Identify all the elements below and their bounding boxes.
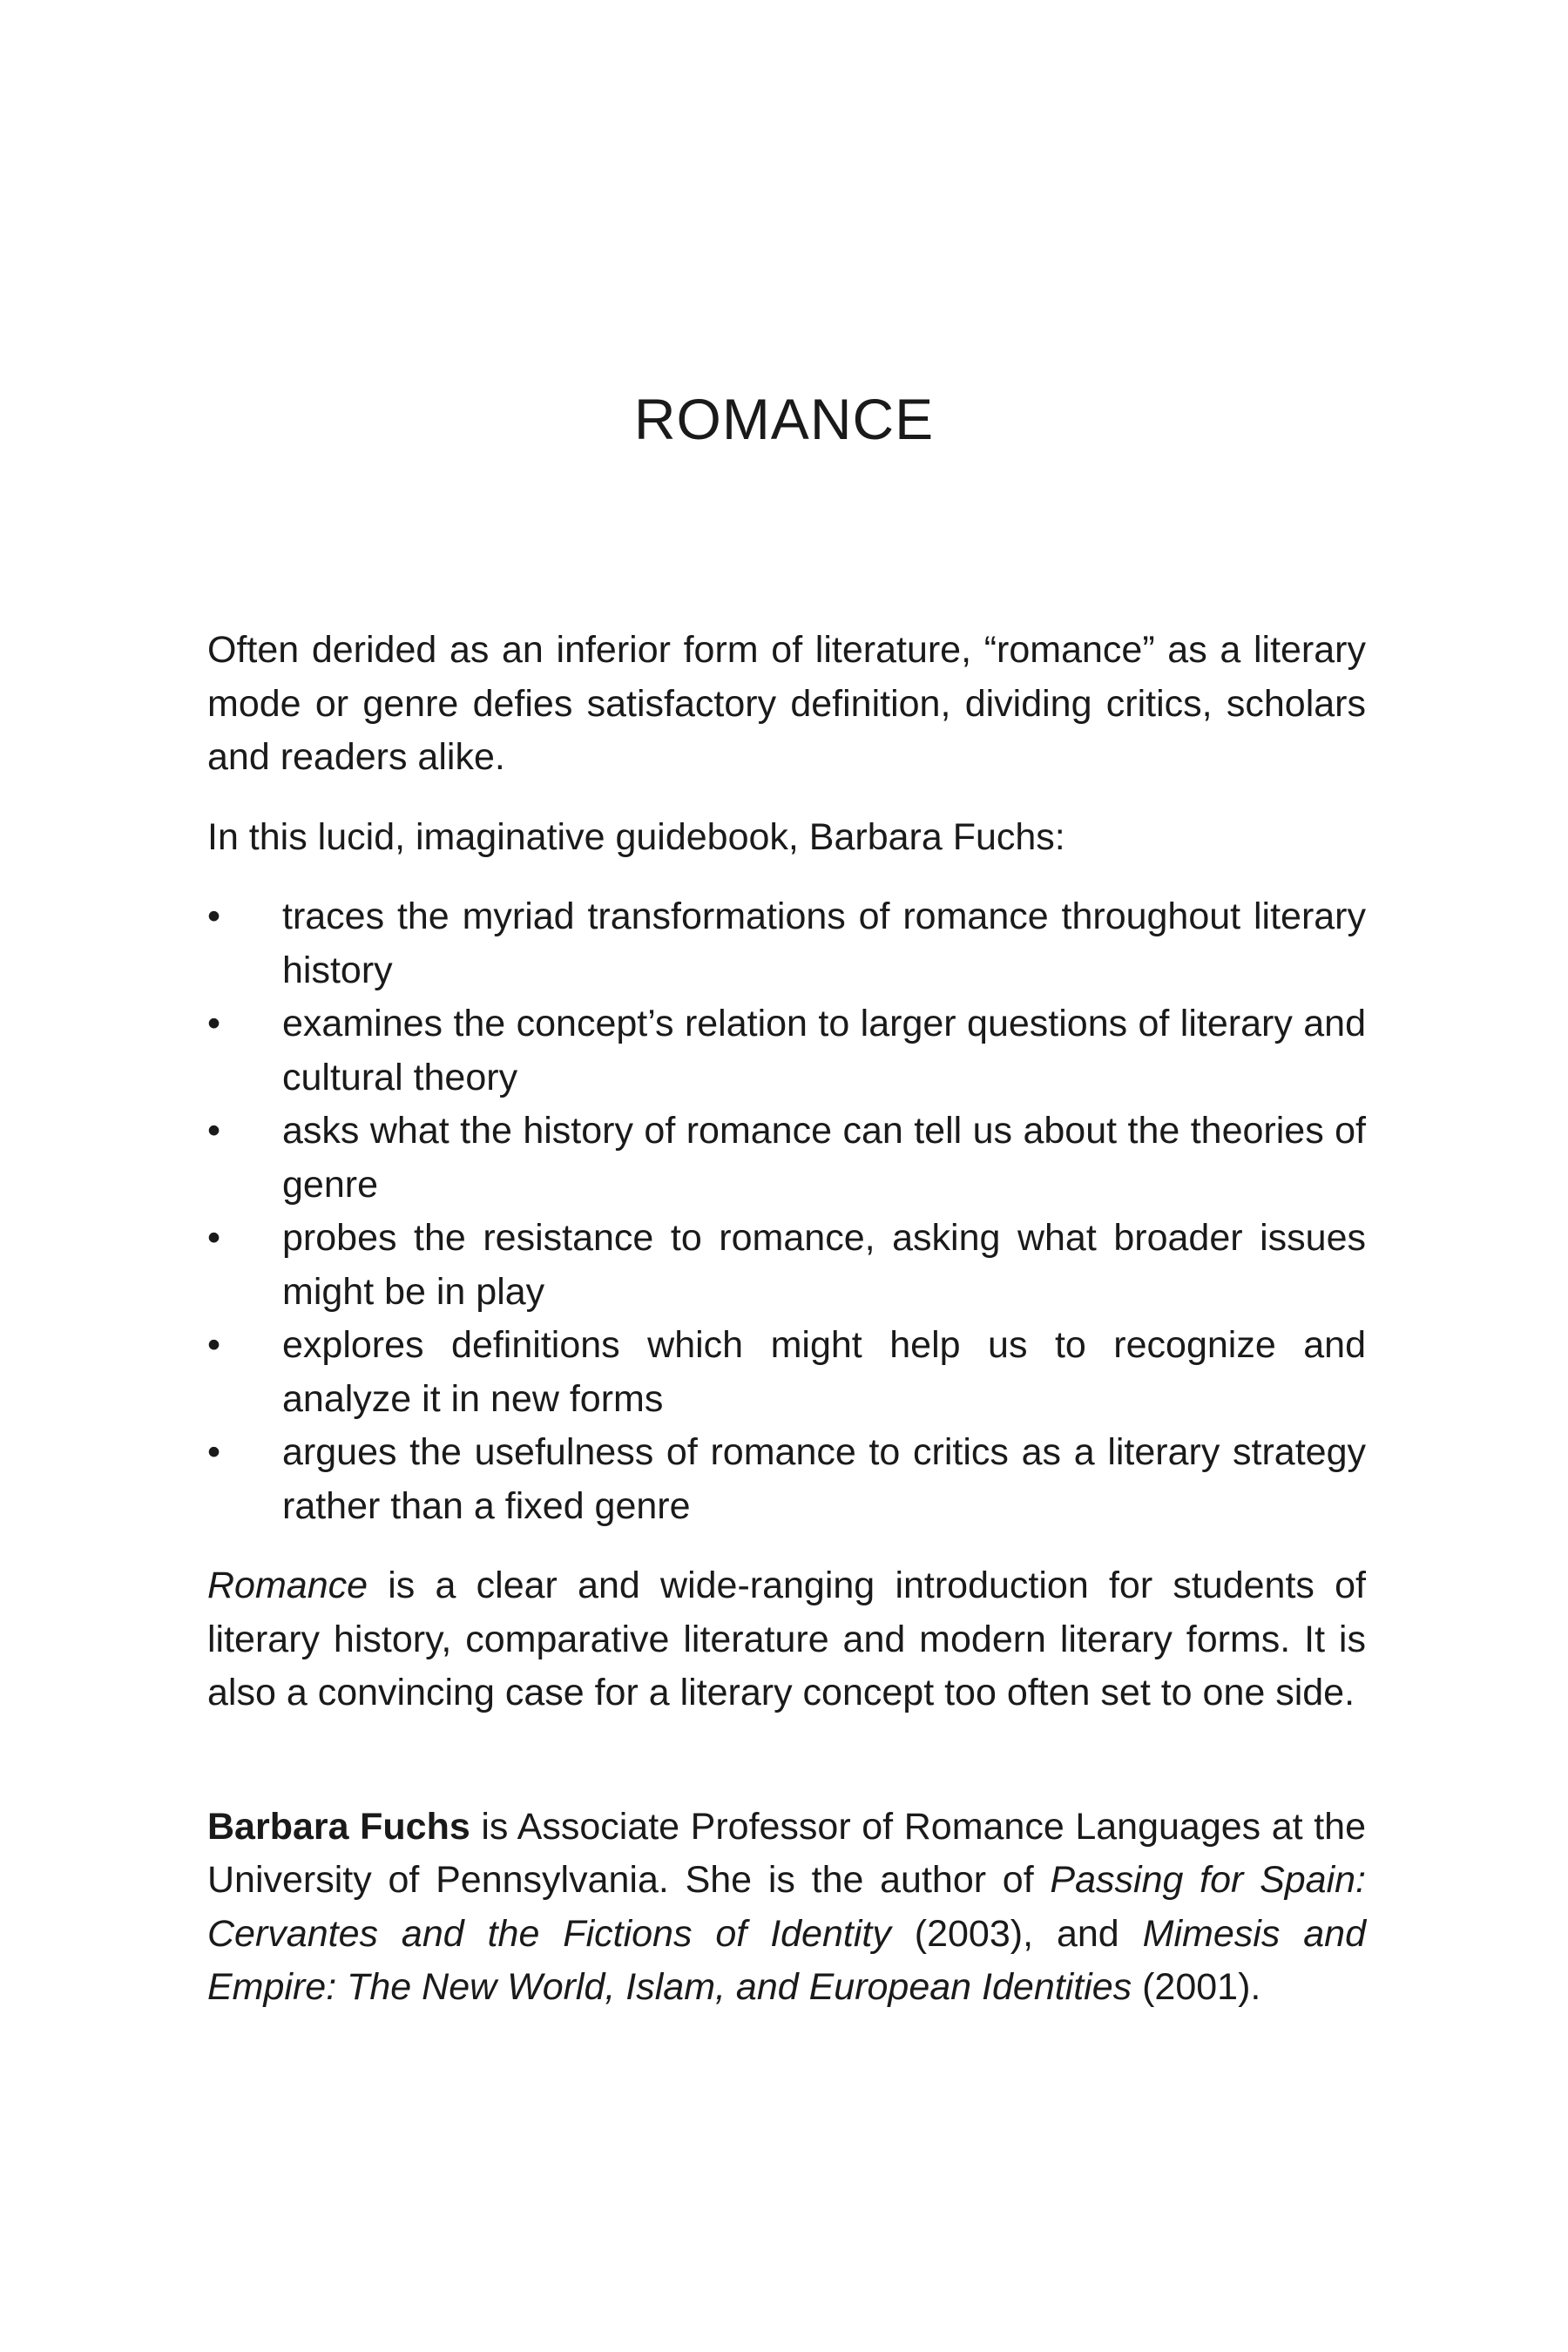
bio-text: (2003), and [890, 1912, 1143, 1955]
lead-paragraph: In this lucid, imaginative guidebook, Barbara Fuchs: [207, 815, 1065, 858]
book-title: Mimesis and Empire: The New World, Islam, and European Identities [207, 1912, 1366, 2008]
list-item-text: probes the resistance to romance, asking what broader issues might be in play [282, 1217, 1366, 1313]
list-item-text: examines the concept’s relation to larger questions of literary and cultural theory [282, 1003, 1366, 1098]
list-item [207, 890, 1366, 997]
bullet-icon: • [207, 1431, 221, 1473]
list-item [207, 1319, 1366, 1426]
bullet-icon: • [207, 1110, 221, 1152]
author-bio [207, 1801, 1366, 2015]
bullet-icon: • [207, 896, 221, 937]
bullet-icon: • [207, 1324, 221, 1366]
list-item-text: traces the myriad transformations of romance throughout literary history [282, 896, 1366, 991]
page-title: ROMANCE [633, 387, 935, 451]
bullet-icon: • [207, 1003, 221, 1044]
list-item [207, 1105, 1366, 1212]
list-item-text: argues the usefulness of romance to critics as a literary strategy rather than a fixed genre [282, 1431, 1366, 1527]
summary-paragraph [207, 1559, 1366, 1720]
feature-list [207, 890, 1366, 1533]
bullet-icon: • [207, 1217, 221, 1259]
bio-text: (2001). [1132, 1966, 1261, 2008]
author-name: Barbara Fuchs [207, 1805, 470, 1848]
summary-text: is a clear and wide-ranging introduction for students of literary history, comparative literature and modern literary forms. It is also a convincing case for a literary concept too often set to one side. [207, 1565, 1366, 1713]
list-item [207, 1212, 1366, 1319]
list-item [207, 1426, 1366, 1533]
list-item [207, 997, 1366, 1105]
book-title: Passing for Spain: Cervantes and the Fictions of Identity [207, 1859, 1366, 1955]
list-item-text: asks what the history of romance can tell us about the theories of genre [282, 1110, 1366, 1206]
body-text [207, 624, 1366, 2041]
bio-text: is Associate Professor of Romance Languages at the University of Pennsylvania. She is the author of [207, 1805, 1366, 1901]
intro-paragraph: Often derided as an inferior form of literature, “romance” as a literary mode or genre defies satisfactory definition, dividing critics, scholars and readers alike. [207, 629, 1366, 778]
book-title: Romance [207, 1565, 368, 1606]
list-item-text: explores definitions which might help us to recognize and analyze it in new forms [282, 1324, 1366, 1420]
